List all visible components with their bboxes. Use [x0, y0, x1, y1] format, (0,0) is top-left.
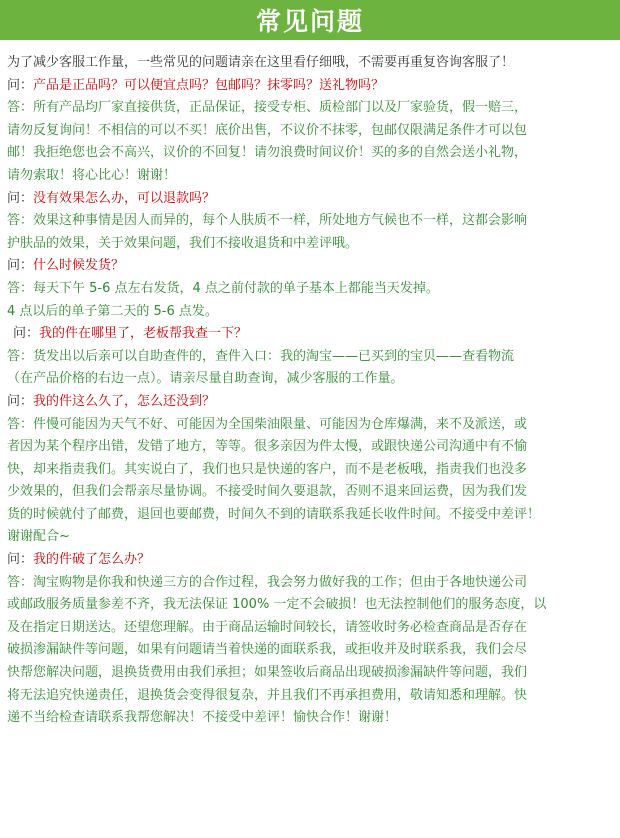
question-prefix: 问： — [7, 552, 34, 568]
answer-line: 及在指定日期送达。还望您理解。由于商品运输时间较长，请签收时务必检查商品是否存在 — [7, 619, 528, 635]
question-text: 产品是正品吗？可以便宜点吗？包邮吗？抹零吗？送礼物吗？ — [33, 77, 385, 93]
answer-line: 货的时候就付了邮费，退回也要邮费，时间久不到的请联系我延长收件时间。不接受中差评！ — [7, 506, 541, 522]
answer-line: 或邮政服务质量参差不齐，我无法保证 100% 一定不会破损！也无法控制他们的服务态度，以 — [7, 597, 547, 613]
question-prefix: 问： — [7, 393, 34, 409]
question-text: 我的件这么久了，怎么还没到？ — [33, 393, 216, 409]
answer-line: 少效果的，但我们会帮亲尽量协调。不接受时间久要退款，否则不退来回运费，因为我们发 — [7, 484, 528, 500]
answer-line: 答：每天下午 5-6 点左右发货，4 点之前付款的单子基本上都能当天发掉。 — [7, 280, 439, 296]
answer-line: 快帮您解决问题，退换货费用由我们承担；如果签收后商品出现破损渗漏缺件等问题，我们 — [7, 665, 528, 681]
question-prefix: 问： — [7, 77, 34, 93]
page-title: 常见问题 — [255, 7, 364, 36]
question-text: 没有效果怎么办，可以退款吗？ — [33, 190, 216, 206]
answer-line: 邮！我拒绝您也会不高兴，议价的不回复！请勿浪费时间议价！买的多的自然会送小礼物， — [7, 145, 528, 161]
question-prefix: 问： — [7, 258, 34, 274]
answer-line: 护肤品的效果，关于效果问题，我们不接收退货和中差评哦。 — [7, 235, 359, 251]
answer-line: 将无法追究快递责任，退换货会变得很复杂，并且我们不再承担费用，敬请知悉和理解。快 — [7, 687, 528, 703]
faq-item — [7, 188, 615, 256]
question-prefix: 问： — [7, 190, 34, 206]
answer-line: 答：货发出以后亲可以自助查件的，查件入口：我的淘宝——已买到的宝贝——查看物流 — [7, 348, 515, 364]
answer-line: 答：效果这种事情是因人而异的，每个人肤质不一样，所处地方气候也不一样，这都会影响 — [7, 213, 528, 229]
answer-line: 请勿索取！将心比心！谢谢！ — [7, 167, 177, 183]
faq-list — [7, 75, 615, 730]
answer-line: 答：所有产品均厂家直接供货，正品保证，接受专柜、质检部门以及厂家验货，假一赔三， — [7, 100, 528, 116]
answer-line: 请勿反复询问！不相信的可以不买！底价出售，不议价不抹零，包邮仅限满足条件才可以包 — [7, 122, 528, 138]
question-text: 我的件在哪里了，老板帮我查一下？ — [39, 326, 248, 342]
faq-question — [7, 255, 615, 278]
question-text: 什么时候发货？ — [33, 258, 125, 274]
answer-line: 谢谢配合~ — [7, 529, 70, 545]
intro-text: 为了减少客服工作量，一些常见的问题请亲在这里看仔细哦，不需要再重复咨询客服了！ — [7, 55, 515, 70]
answer-line: （在产品价格的右边一点）。请亲尽量自助查询，减少客服的工作量。 — [7, 371, 404, 387]
question-text: 我的件破了怎么办？ — [33, 552, 151, 568]
faq-question — [7, 549, 615, 572]
faq-item — [7, 255, 615, 323]
faq-content — [7, 52, 615, 730]
answer-line: 者因为某个程序出错，发错了地方，等等。很多亲因为件太慢，或跟快递公司沟通中有不愉 — [7, 439, 528, 455]
answer-line: 4 点以后的单子第二天的 5-6 点发。 — [7, 303, 218, 319]
faq-item — [7, 391, 615, 549]
faq-item — [7, 549, 615, 730]
faq-question — [7, 188, 615, 211]
answer-line: 快，却来指责我们。其实说白了，我们也只是快递的客户，而不是老板哦，指责我们也没多 — [7, 461, 528, 477]
answer-line: 破损渗漏缺件等问题，如果有问题请当着快递的面联系我，或拒收并及时联系我，我们会尽 — [7, 642, 528, 658]
faq-question — [7, 323, 615, 346]
answer-line: 递不当给检查请联系我帮您解决！不接受中差评！愉快合作！谢谢！ — [7, 710, 398, 726]
answer-line: 答：淘宝购物是你我和快递三方的合作过程，我会努力做好我的工作；但由于各地快递公司 — [7, 574, 528, 590]
faq-question — [7, 75, 615, 98]
faq-item — [7, 75, 615, 188]
faq-item — [7, 323, 615, 391]
question-prefix: 问： — [13, 326, 40, 342]
answer-line: 答：件慢可能因为天气不好、可能因为全国柴油限量、可能因为仓库爆满，来不及派送，或 — [7, 416, 528, 432]
header-banner — [0, 0, 620, 40]
faq-question — [7, 391, 615, 414]
